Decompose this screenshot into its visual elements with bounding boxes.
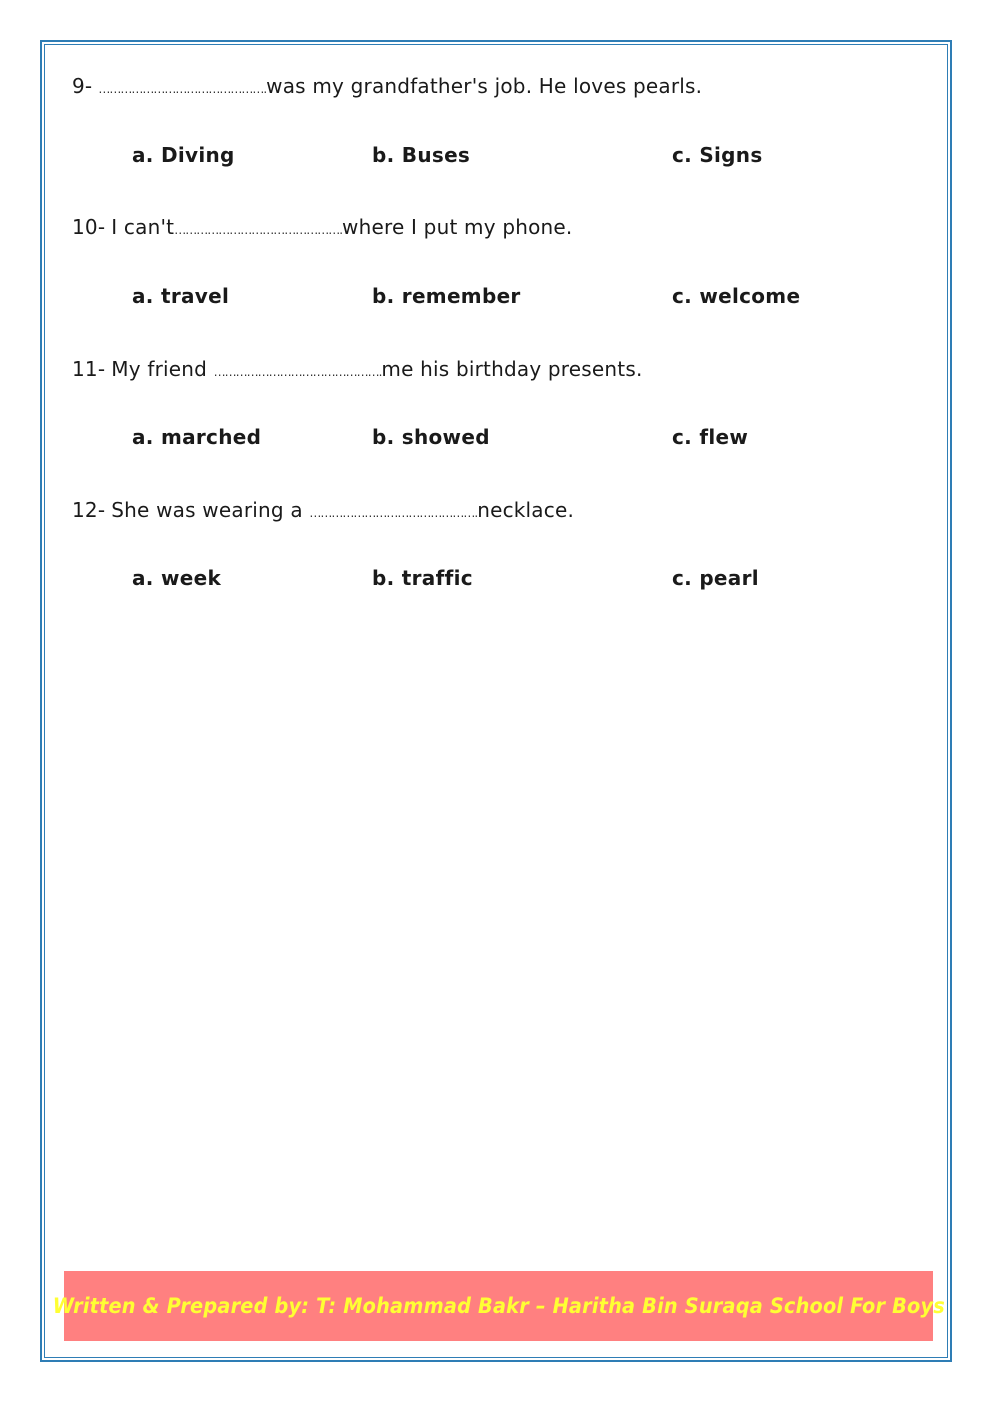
footer-banner	[52, 1271, 945, 1341]
option-a: a. travel	[132, 284, 230, 308]
answer-blank: ……………………………………….	[213, 365, 382, 379]
question-text-after: where I put my phone.	[342, 215, 573, 239]
option-b: b. remember	[372, 284, 521, 308]
option-c: c. flew	[672, 425, 749, 449]
question-12	[72, 496, 574, 527]
options-12	[0, 566, 992, 596]
answer-blank: ……………………………………….	[174, 223, 343, 237]
option-c: c. Signs	[672, 143, 763, 167]
question-text-after: necklace.	[477, 498, 575, 522]
question-number: 12-	[72, 498, 106, 522]
answer-blank: ……………………………………….	[98, 82, 267, 96]
option-b: b. showed	[372, 425, 490, 449]
answer-blank: ……………………………………….	[309, 506, 478, 520]
option-a: a. Diving	[132, 143, 235, 167]
option-c: c. pearl	[672, 566, 759, 590]
question-text-before: My friend	[111, 357, 214, 381]
option-a: a. marched	[132, 425, 262, 449]
question-9	[72, 72, 702, 103]
option-b: b. Buses	[372, 143, 471, 167]
option-a: a. week	[132, 566, 222, 590]
question-text-before: She was wearing a	[111, 498, 310, 522]
options-9	[0, 143, 992, 173]
option-b: b. traffic	[372, 566, 473, 590]
question-text-after: me his birthday presents.	[381, 357, 643, 381]
question-number: 11-	[72, 357, 106, 381]
question-number: 10-	[72, 215, 106, 239]
question-number: 9-	[72, 74, 93, 98]
question-11	[72, 355, 643, 386]
question-10	[72, 213, 572, 244]
question-text-before: I can't	[111, 215, 175, 239]
footer-credit: Written & Prepared by: T: Mohammad Bakr – Haritha Bin Suraqa School For Boys	[52, 1294, 945, 1318]
question-text-after: was my grandfather's job. He loves pearls.	[266, 74, 703, 98]
options-11	[0, 425, 992, 455]
option-c: c. welcome	[672, 284, 801, 308]
options-10	[0, 284, 992, 314]
